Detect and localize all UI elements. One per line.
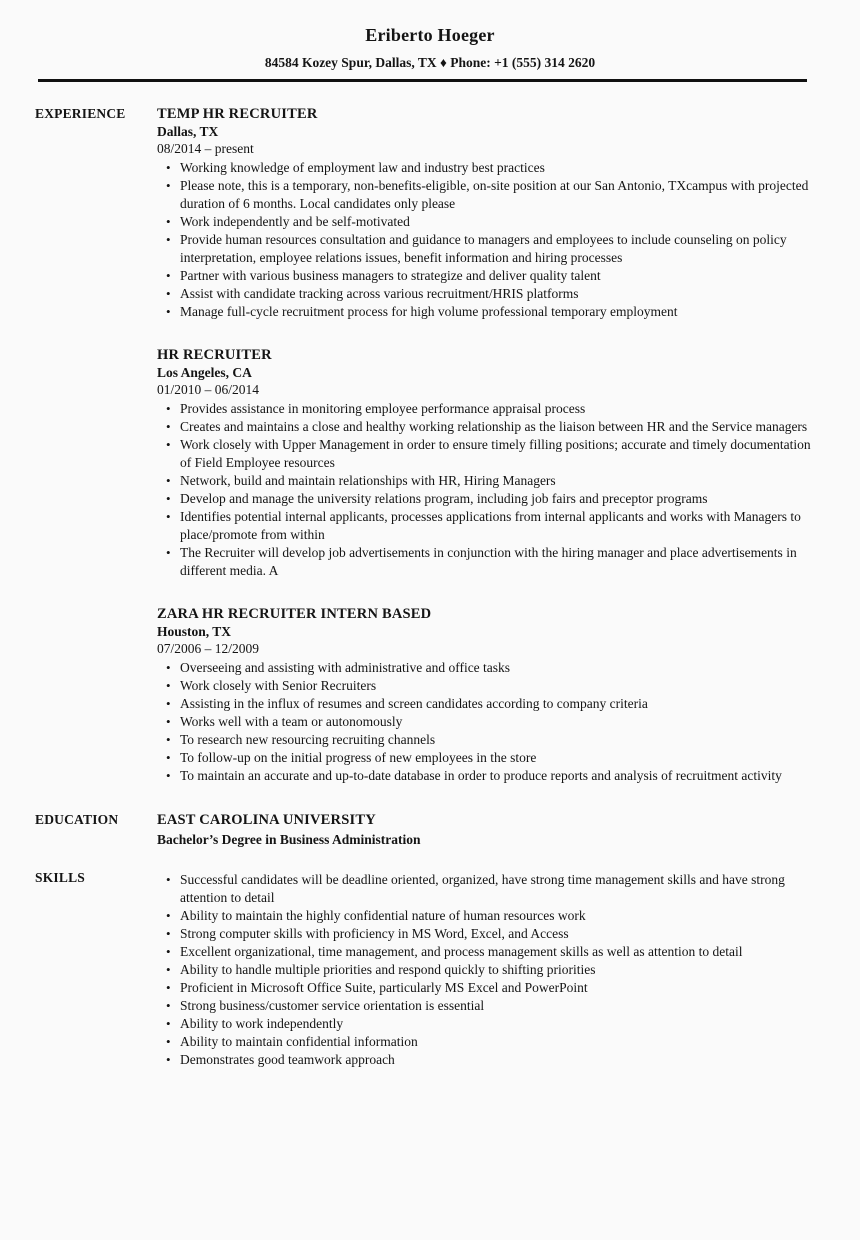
bullet-item: • Assisting in the influx of resumes and screen candidates according to company criteria bbox=[157, 695, 818, 713]
bullet-item: • Excellent organizational, time management, and process management skills as well as attention to detail bbox=[157, 943, 818, 961]
skills-bullet-list bbox=[157, 871, 818, 1069]
job-location: Dallas, TX bbox=[157, 124, 219, 139]
job-title: TEMP HR RECRUITER bbox=[157, 106, 318, 122]
candidate-name: Eriberto Hoeger bbox=[365, 25, 495, 45]
education-content bbox=[157, 811, 818, 849]
bullet-item: • Assist with candidate tracking across various recruitment/HRIS platforms bbox=[157, 285, 818, 303]
bullet-item: • Work independently and be self-motivated bbox=[157, 213, 818, 231]
contact-line: 84584 Kozey Spur, Dallas, TX ♦ Phone: +1 (555) 314 2620 bbox=[264, 55, 596, 70]
job-dates: 08/2014 – present bbox=[157, 141, 254, 156]
bullet-item: • Provides assistance in monitoring employee performance appraisal process bbox=[157, 400, 818, 418]
job-entry-zara-hr-recruiter-intern bbox=[157, 605, 818, 785]
bullet-item: • Strong business/customer service orientation is essential bbox=[157, 997, 818, 1015]
bullet-item: • Network, build and maintain relationships with HR, Hiring Managers bbox=[157, 472, 818, 490]
job-dates: 01/2010 – 06/2014 bbox=[157, 382, 260, 397]
education-section-label: EDUCATION bbox=[35, 812, 119, 827]
bullet-item: • Work closely with Upper Management in order to ensure timely filling positions; accurate and timely documentation of Field Employee resources bbox=[157, 436, 818, 472]
bullet-item: • Identifies potential internal applicants, processes applications from internal applicants and works with Managers to place/promote from within bbox=[157, 508, 818, 544]
bullet-item: • Creates and maintains a close and healthy working relationship as the liaison between HR and the Service managers bbox=[157, 418, 818, 436]
resume-header bbox=[0, 0, 860, 71]
skills-section-label: SKILLS bbox=[35, 870, 85, 885]
bullet-item: • Work closely with Senior Recruiters bbox=[157, 677, 818, 695]
resume-body bbox=[0, 82, 860, 1069]
bullet-item: • Working knowledge of employment law and industry best practices bbox=[157, 159, 818, 177]
job-bullet-list bbox=[157, 400, 818, 580]
bullet-item: • Ability to maintain confidential information bbox=[157, 1033, 818, 1051]
job-title: ZARA HR RECRUITER INTERN BASED bbox=[157, 606, 432, 622]
job-entry-temp-hr-recruiter bbox=[157, 105, 818, 321]
bullet-item: • To follow-up on the initial progress of new employees in the store bbox=[157, 749, 818, 767]
bullet-item: • Develop and manage the university relations program, including job fairs and preceptor programs bbox=[157, 490, 818, 508]
degree-name: Bachelor’s Degree in Business Administration bbox=[157, 832, 421, 847]
experience-section-label: EXPERIENCE bbox=[35, 106, 126, 121]
job-location: Houston, TX bbox=[157, 624, 232, 639]
school-name: EAST CAROLINA UNIVERSITY bbox=[157, 812, 376, 828]
section-skills bbox=[35, 869, 818, 1069]
bullet-item: • The Recruiter will develop job advertisements in conjunction with the hiring manager and place advertisements in different media. A bbox=[157, 544, 818, 580]
section-education bbox=[35, 811, 818, 849]
bullet-item: • Provide human resources consultation and guidance to managers and employees to include counseling on policy interpretation, employee relations issues, benefit information and hiring processes bbox=[157, 231, 818, 267]
job-location: Los Angeles, CA bbox=[157, 365, 252, 380]
bullet-item: • Ability to work independently bbox=[157, 1015, 818, 1033]
experience-content bbox=[157, 105, 818, 785]
bullet-item: • Please note, this is a temporary, non-benefits-eligible, on-site position at our San Antonio, TXcampus with projected duration of 6 months. Local candidates only please bbox=[157, 177, 818, 213]
bullet-item: • To research new resourcing recruiting channels bbox=[157, 731, 818, 749]
section-experience bbox=[35, 105, 818, 785]
bullet-item: • To maintain an accurate and up-to-date database in order to produce reports and analysis of recruitment activity bbox=[157, 767, 818, 785]
job-bullet-list bbox=[157, 659, 818, 785]
job-dates: 07/2006 – 12/2009 bbox=[157, 641, 260, 656]
bullet-item: • Manage full-cycle recruitment process for high volume professional temporary employment bbox=[157, 303, 818, 321]
bullet-item: • Demonstrates good teamwork approach bbox=[157, 1051, 818, 1069]
bullet-item: • Proficient in Microsoft Office Suite, particularly MS Excel and PowerPoint bbox=[157, 979, 818, 997]
bullet-item: • Successful candidates will be deadline oriented, organized, have strong time management skills and have strong attention to detail bbox=[157, 871, 818, 907]
job-entry-hr-recruiter bbox=[157, 346, 818, 580]
bullet-item: • Overseeing and assisting with administrative and office tasks bbox=[157, 659, 818, 677]
bullet-item: • Partner with various business managers to strategize and deliver quality talent bbox=[157, 267, 818, 285]
job-bullet-list bbox=[157, 159, 818, 321]
job-title: HR RECRUITER bbox=[157, 347, 272, 363]
bullet-item: • Ability to maintain the highly confidential nature of human resources work bbox=[157, 907, 818, 925]
bullet-item: • Strong computer skills with proficiency in MS Word, Excel, and Access bbox=[157, 925, 818, 943]
skills-content bbox=[157, 869, 818, 1069]
bullet-item: • Ability to handle multiple priorities and respond quickly to shifting priorities bbox=[157, 961, 818, 979]
bullet-item: • Works well with a team or autonomously bbox=[157, 713, 818, 731]
